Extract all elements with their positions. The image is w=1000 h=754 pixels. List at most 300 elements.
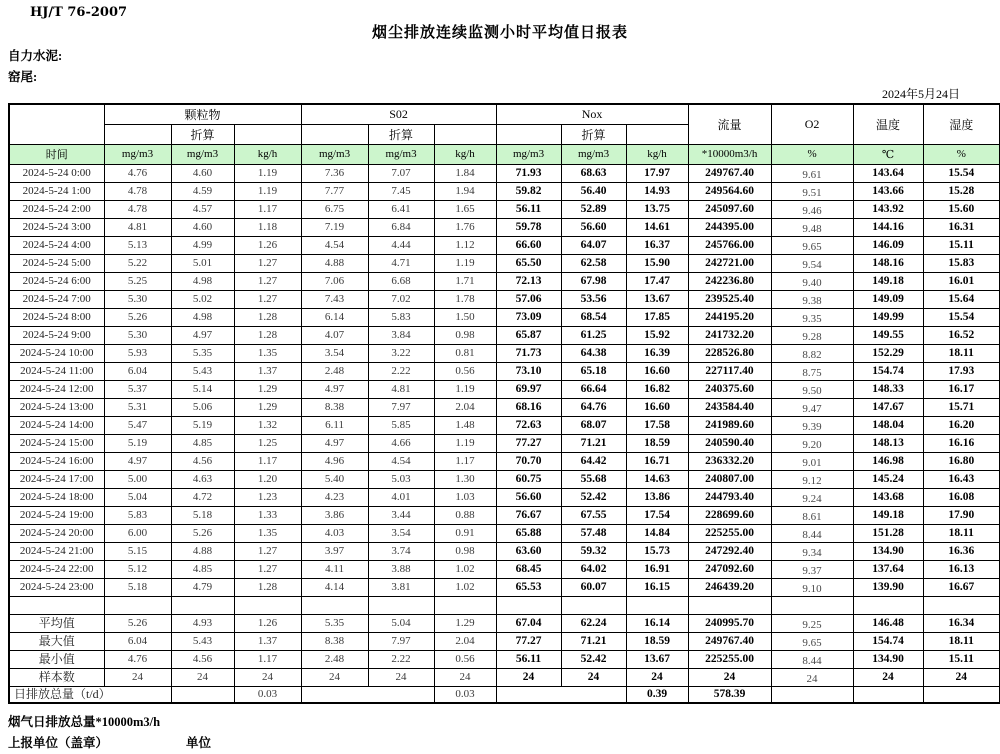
value-cell: 56.40 [561, 182, 626, 200]
empty-cell [771, 596, 853, 614]
value-cell: 5.26 [171, 524, 234, 542]
value-cell: 0.81 [434, 344, 496, 362]
summary-value-cell: 9.65 [771, 632, 853, 650]
value-cell: 17.85 [626, 308, 688, 326]
time-cell: 2024-5-24 4:00 [9, 236, 104, 254]
value-cell: 4.03 [301, 524, 368, 542]
value-cell: 9.46 [771, 200, 853, 218]
value-cell: 63.60 [496, 542, 561, 560]
value-cell: 1.02 [434, 560, 496, 578]
summary-value-cell: 13.67 [626, 650, 688, 668]
value-cell: 5.40 [301, 470, 368, 488]
value-cell: 7.45 [368, 182, 434, 200]
value-cell: 15.73 [626, 542, 688, 560]
header-group-pm: 颗粒物 [104, 104, 301, 124]
value-cell: 241989.60 [688, 416, 771, 434]
value-cell: 4.72 [171, 488, 234, 506]
summary-value-cell: 2.22 [368, 650, 434, 668]
table-row [9, 434, 1000, 452]
value-cell: 3.74 [368, 542, 434, 560]
value-cell: 148.16 [853, 254, 923, 272]
value-cell: 5.02 [171, 290, 234, 308]
footer-reporting-unit-label: 上报单位（盖章） [8, 735, 109, 750]
value-cell: 228526.80 [688, 344, 771, 362]
value-cell: 1.71 [434, 272, 496, 290]
value-cell: 16.80 [923, 452, 1000, 470]
value-cell: 5.04 [104, 488, 171, 506]
value-cell: 143.68 [853, 488, 923, 506]
summary-value-cell: 8.44 [771, 650, 853, 668]
empty-cell [626, 596, 688, 614]
header-group-nox: Nox [496, 104, 688, 124]
value-cell: 15.28 [923, 182, 1000, 200]
value-cell: 149.18 [853, 506, 923, 524]
value-cell: 17.97 [626, 164, 688, 182]
value-cell: 4.88 [301, 254, 368, 272]
footer-unit-label: 单位 [186, 735, 212, 750]
value-cell: 144.16 [853, 218, 923, 236]
value-cell: 52.42 [561, 488, 626, 506]
value-cell: 4.97 [171, 326, 234, 344]
value-cell: 242721.00 [688, 254, 771, 272]
value-cell: 17.54 [626, 506, 688, 524]
summary-value-cell: 5.35 [301, 614, 368, 632]
value-cell: 9.10 [771, 578, 853, 596]
value-cell: 68.07 [561, 416, 626, 434]
value-cell: 61.25 [561, 326, 626, 344]
value-cell: 5.13 [104, 236, 171, 254]
time-cell: 2024-5-24 16:00 [9, 452, 104, 470]
value-cell: 9.65 [771, 236, 853, 254]
table-row [9, 182, 1000, 200]
value-cell: 67.55 [561, 506, 626, 524]
report-date: 2024年5月24日 [881, 87, 960, 101]
value-cell: 3.97 [301, 542, 368, 560]
footer-total-flow-note: 烟气日排放总量*10000m3/h [8, 714, 161, 729]
summary-value-cell: 6.04 [104, 632, 171, 650]
value-cell: 3.88 [368, 560, 434, 578]
empty-cell [301, 596, 368, 614]
value-cell: 1.32 [234, 416, 301, 434]
time-cell: 2024-5-24 21:00 [9, 542, 104, 560]
value-cell: 4.98 [171, 272, 234, 290]
value-cell: 9.50 [771, 380, 853, 398]
value-cell: 1.23 [234, 488, 301, 506]
value-cell: 62.58 [561, 254, 626, 272]
time-cell: 2024-5-24 2:00 [9, 200, 104, 218]
value-cell: 1.30 [434, 470, 496, 488]
value-cell: 9.47 [771, 398, 853, 416]
value-cell: 4.44 [368, 236, 434, 254]
header-sub-cell [434, 124, 496, 144]
table-row [9, 488, 1000, 506]
value-cell: 5.14 [171, 380, 234, 398]
header-empty-cell [9, 104, 104, 144]
value-cell: 9.12 [771, 470, 853, 488]
empty-row [9, 596, 1000, 614]
table-row [9, 470, 1000, 488]
table-row [9, 308, 1000, 326]
value-cell: 239525.40 [688, 290, 771, 308]
empty-cell [368, 596, 434, 614]
value-cell: 53.56 [561, 290, 626, 308]
value-cell: 1.18 [234, 218, 301, 236]
value-cell: 1.35 [234, 524, 301, 542]
value-cell: 7.97 [368, 398, 434, 416]
header-unit-kgh: kg/h [434, 144, 496, 164]
value-cell: 14.61 [626, 218, 688, 236]
value-cell: 1.27 [234, 272, 301, 290]
value-cell: 245097.60 [688, 200, 771, 218]
value-cell: 5.30 [104, 326, 171, 344]
value-cell: 16.43 [923, 470, 1000, 488]
value-cell: 1.35 [234, 344, 301, 362]
summary-value-cell: 9.25 [771, 614, 853, 632]
value-cell: 70.70 [496, 452, 561, 470]
value-cell: 16.16 [923, 434, 1000, 452]
daily-total-pm-cell: 0.03 [234, 686, 301, 703]
value-cell: 59.32 [561, 542, 626, 560]
value-cell: 64.76 [561, 398, 626, 416]
value-cell: 7.02 [368, 290, 434, 308]
table-row [9, 416, 1000, 434]
value-cell: 71.93 [496, 164, 561, 182]
header-unit-celsius: ℃ [853, 144, 923, 164]
summary-value-cell: 77.27 [496, 632, 561, 650]
value-cell: 3.86 [301, 506, 368, 524]
empty-cell [496, 596, 561, 614]
value-cell: 16.71 [626, 452, 688, 470]
value-cell: 1.19 [234, 182, 301, 200]
value-cell: 249564.60 [688, 182, 771, 200]
value-cell: 9.51 [771, 182, 853, 200]
value-cell: 1.94 [434, 182, 496, 200]
value-cell: 9.35 [771, 308, 853, 326]
header-sub-cell [104, 124, 171, 144]
table-row [9, 524, 1000, 542]
value-cell: 240807.00 [688, 470, 771, 488]
value-cell: 2.22 [368, 362, 434, 380]
header-unit-mgm3: mg/m3 [561, 144, 626, 164]
value-cell: 1.20 [234, 470, 301, 488]
table-row [9, 254, 1000, 272]
daily-total-nox-cell: 0.39 [626, 686, 688, 703]
value-cell: 1.03 [434, 488, 496, 506]
value-cell: 4.81 [368, 380, 434, 398]
summary-row [9, 614, 1000, 632]
value-cell: 3.54 [301, 344, 368, 362]
value-cell: 7.43 [301, 290, 368, 308]
value-cell: 15.64 [923, 290, 1000, 308]
value-cell: 72.63 [496, 416, 561, 434]
value-cell: 52.89 [561, 200, 626, 218]
value-cell: 4.96 [301, 452, 368, 470]
value-cell: 16.36 [923, 542, 1000, 560]
summary-value-cell: 24 [496, 668, 561, 686]
location-label: 窑尾: [8, 70, 38, 84]
value-cell: 1.02 [434, 578, 496, 596]
value-cell: 76.67 [496, 506, 561, 524]
time-cell: 2024-5-24 19:00 [9, 506, 104, 524]
value-cell: 15.90 [626, 254, 688, 272]
summary-label-cell: 最小值 [9, 650, 104, 668]
value-cell: 16.52 [923, 326, 1000, 344]
value-cell: 65.87 [496, 326, 561, 344]
value-cell: 16.67 [923, 578, 1000, 596]
value-cell: 16.60 [626, 398, 688, 416]
value-cell: 245766.00 [688, 236, 771, 254]
value-cell: 64.07 [561, 236, 626, 254]
value-cell: 6.84 [368, 218, 434, 236]
time-cell: 2024-5-24 18:00 [9, 488, 104, 506]
value-cell: 0.88 [434, 506, 496, 524]
summary-value-cell: 62.24 [561, 614, 626, 632]
value-cell: 246439.20 [688, 578, 771, 596]
value-cell: 1.29 [234, 380, 301, 398]
header-group-hum: 湿度 [923, 104, 1000, 144]
summary-value-cell: 24 [434, 668, 496, 686]
value-cell: 6.68 [368, 272, 434, 290]
table-row [9, 344, 1000, 362]
value-cell: 143.92 [853, 200, 923, 218]
summary-value-cell: 1.29 [434, 614, 496, 632]
summary-row [9, 632, 1000, 650]
summary-value-cell: 24 [626, 668, 688, 686]
value-cell: 13.67 [626, 290, 688, 308]
value-cell: 77.27 [496, 434, 561, 452]
standard-number: HJ/T 76-2007 [30, 5, 128, 20]
summary-value-cell: 4.93 [171, 614, 234, 632]
value-cell: 152.29 [853, 344, 923, 362]
value-cell: 139.90 [853, 578, 923, 596]
summary-value-cell: 24 [234, 668, 301, 686]
value-cell: 4.60 [171, 164, 234, 182]
value-cell: 7.36 [301, 164, 368, 182]
value-cell: 6.75 [301, 200, 368, 218]
value-cell: 17.90 [923, 506, 1000, 524]
value-cell: 227117.40 [688, 362, 771, 380]
value-cell: 16.37 [626, 236, 688, 254]
value-cell: 1.76 [434, 218, 496, 236]
value-cell: 2.48 [301, 362, 368, 380]
empty-cell [171, 596, 234, 614]
value-cell: 1.27 [234, 560, 301, 578]
time-cell: 2024-5-24 0:00 [9, 164, 104, 182]
value-cell: 1.27 [234, 542, 301, 560]
header-unit-kgh: kg/h [234, 144, 301, 164]
value-cell: 5.18 [104, 578, 171, 596]
value-cell: 15.83 [923, 254, 1000, 272]
time-cell: 2024-5-24 6:00 [9, 272, 104, 290]
summary-value-cell: 24 [923, 668, 1000, 686]
value-cell: 5.03 [368, 470, 434, 488]
value-cell: 56.60 [496, 488, 561, 506]
value-cell: 65.88 [496, 524, 561, 542]
summary-value-cell: 1.37 [234, 632, 301, 650]
empty-cell [301, 686, 434, 703]
value-cell: 4.56 [171, 452, 234, 470]
value-cell: 56.60 [561, 218, 626, 236]
summary-value-cell: 5.43 [171, 632, 234, 650]
value-cell: 1.19 [434, 434, 496, 452]
value-cell: 17.47 [626, 272, 688, 290]
summary-label-cell: 平均值 [9, 614, 104, 632]
value-cell: 14.93 [626, 182, 688, 200]
value-cell: 9.37 [771, 560, 853, 578]
value-cell: 145.24 [853, 470, 923, 488]
value-cell: 5.22 [104, 254, 171, 272]
time-cell: 2024-5-24 9:00 [9, 326, 104, 344]
time-cell: 2024-5-24 7:00 [9, 290, 104, 308]
header-group-row [9, 104, 1000, 124]
value-cell: 4.76 [104, 164, 171, 182]
empty-cell [104, 596, 171, 614]
table-row [9, 236, 1000, 254]
value-cell: 4.66 [368, 434, 434, 452]
value-cell: 5.18 [171, 506, 234, 524]
header-unit-pct: % [923, 144, 1000, 164]
value-cell: 1.37 [234, 362, 301, 380]
value-cell: 16.15 [626, 578, 688, 596]
value-cell: 5.06 [171, 398, 234, 416]
value-cell: 5.12 [104, 560, 171, 578]
value-cell: 69.97 [496, 380, 561, 398]
summary-value-cell: 146.48 [853, 614, 923, 632]
summary-value-cell: 0.56 [434, 650, 496, 668]
header-unit-mgm3: mg/m3 [368, 144, 434, 164]
header-unit-mgm3: mg/m3 [104, 144, 171, 164]
value-cell: 146.98 [853, 452, 923, 470]
value-cell: 4.60 [171, 218, 234, 236]
time-cell: 2024-5-24 11:00 [9, 362, 104, 380]
empty-cell [496, 686, 626, 703]
value-cell: 249767.40 [688, 164, 771, 182]
value-cell: 6.14 [301, 308, 368, 326]
value-cell: 8.75 [771, 362, 853, 380]
value-cell: 71.73 [496, 344, 561, 362]
summary-value-cell: 7.97 [368, 632, 434, 650]
emissions-table [8, 103, 1000, 704]
value-cell: 3.44 [368, 506, 434, 524]
value-cell: 149.55 [853, 326, 923, 344]
value-cell: 7.06 [301, 272, 368, 290]
value-cell: 4.57 [171, 200, 234, 218]
summary-row [9, 668, 1000, 686]
value-cell: 4.79 [171, 578, 234, 596]
header-group-so2: S02 [301, 104, 496, 124]
table-row [9, 578, 1000, 596]
summary-value-cell: 71.21 [561, 632, 626, 650]
header-group-o2: O2 [771, 104, 853, 144]
value-cell: 4.85 [171, 434, 234, 452]
value-cell: 134.90 [853, 542, 923, 560]
value-cell: 5.01 [171, 254, 234, 272]
value-cell: 1.19 [234, 164, 301, 182]
value-cell: 15.71 [923, 398, 1000, 416]
value-cell: 225255.00 [688, 524, 771, 542]
value-cell: 73.10 [496, 362, 561, 380]
value-cell: 4.59 [171, 182, 234, 200]
value-cell: 65.18 [561, 362, 626, 380]
header-unit-mgm3: mg/m3 [301, 144, 368, 164]
value-cell: 240375.60 [688, 380, 771, 398]
daily-total-so2-cell: 0.03 [434, 686, 496, 703]
value-cell: 8.61 [771, 506, 853, 524]
summary-value-cell: 154.74 [853, 632, 923, 650]
value-cell: 228699.60 [688, 506, 771, 524]
value-cell: 143.66 [853, 182, 923, 200]
value-cell: 0.98 [434, 326, 496, 344]
time-cell: 2024-5-24 1:00 [9, 182, 104, 200]
time-cell: 2024-5-24 12:00 [9, 380, 104, 398]
header-unit-pct: % [771, 144, 853, 164]
report-title: 烟尘排放连续监测小时平均值日报表 [371, 25, 628, 41]
value-cell: 0.56 [434, 362, 496, 380]
value-cell: 4.11 [301, 560, 368, 578]
value-cell: 15.92 [626, 326, 688, 344]
value-cell: 59.82 [496, 182, 561, 200]
table-row [9, 398, 1000, 416]
summary-value-cell: 16.34 [923, 614, 1000, 632]
value-cell: 67.98 [561, 272, 626, 290]
table-row [9, 452, 1000, 470]
value-cell: 9.54 [771, 254, 853, 272]
value-cell: 1.26 [234, 236, 301, 254]
value-cell: 16.82 [626, 380, 688, 398]
table-row [9, 326, 1000, 344]
value-cell: 5.25 [104, 272, 171, 290]
time-cell: 2024-5-24 3:00 [9, 218, 104, 236]
summary-value-cell: 240995.70 [688, 614, 771, 632]
value-cell: 7.19 [301, 218, 368, 236]
value-cell: 68.16 [496, 398, 561, 416]
summary-value-cell: 5.04 [368, 614, 434, 632]
value-cell: 5.47 [104, 416, 171, 434]
value-cell: 5.19 [104, 434, 171, 452]
value-cell: 242236.80 [688, 272, 771, 290]
value-cell: 57.06 [496, 290, 561, 308]
value-cell: 148.04 [853, 416, 923, 434]
summary-value-cell: 24 [368, 668, 434, 686]
value-cell: 16.39 [626, 344, 688, 362]
value-cell: 149.99 [853, 308, 923, 326]
time-cell: 2024-5-24 23:00 [9, 578, 104, 596]
summary-value-cell: 4.56 [171, 650, 234, 668]
value-cell: 9.40 [771, 272, 853, 290]
summary-value-cell: 24 [171, 668, 234, 686]
summary-value-cell: 134.90 [853, 650, 923, 668]
value-cell: 7.77 [301, 182, 368, 200]
time-cell: 2024-5-24 17:00 [9, 470, 104, 488]
value-cell: 9.39 [771, 416, 853, 434]
value-cell: 4.07 [301, 326, 368, 344]
value-cell: 244793.40 [688, 488, 771, 506]
table-row [9, 362, 1000, 380]
summary-value-cell: 52.42 [561, 650, 626, 668]
header-group-temp: 温度 [853, 104, 923, 144]
value-cell: 244395.00 [688, 218, 771, 236]
value-cell: 17.58 [626, 416, 688, 434]
value-cell: 16.60 [626, 362, 688, 380]
value-cell: 149.09 [853, 290, 923, 308]
value-cell: 5.83 [368, 308, 434, 326]
table-row [9, 200, 1000, 218]
header-sub-cell [626, 124, 688, 144]
value-cell: 1.84 [434, 164, 496, 182]
value-cell: 148.33 [853, 380, 923, 398]
value-cell: 4.81 [104, 218, 171, 236]
summary-value-cell: 2.48 [301, 650, 368, 668]
